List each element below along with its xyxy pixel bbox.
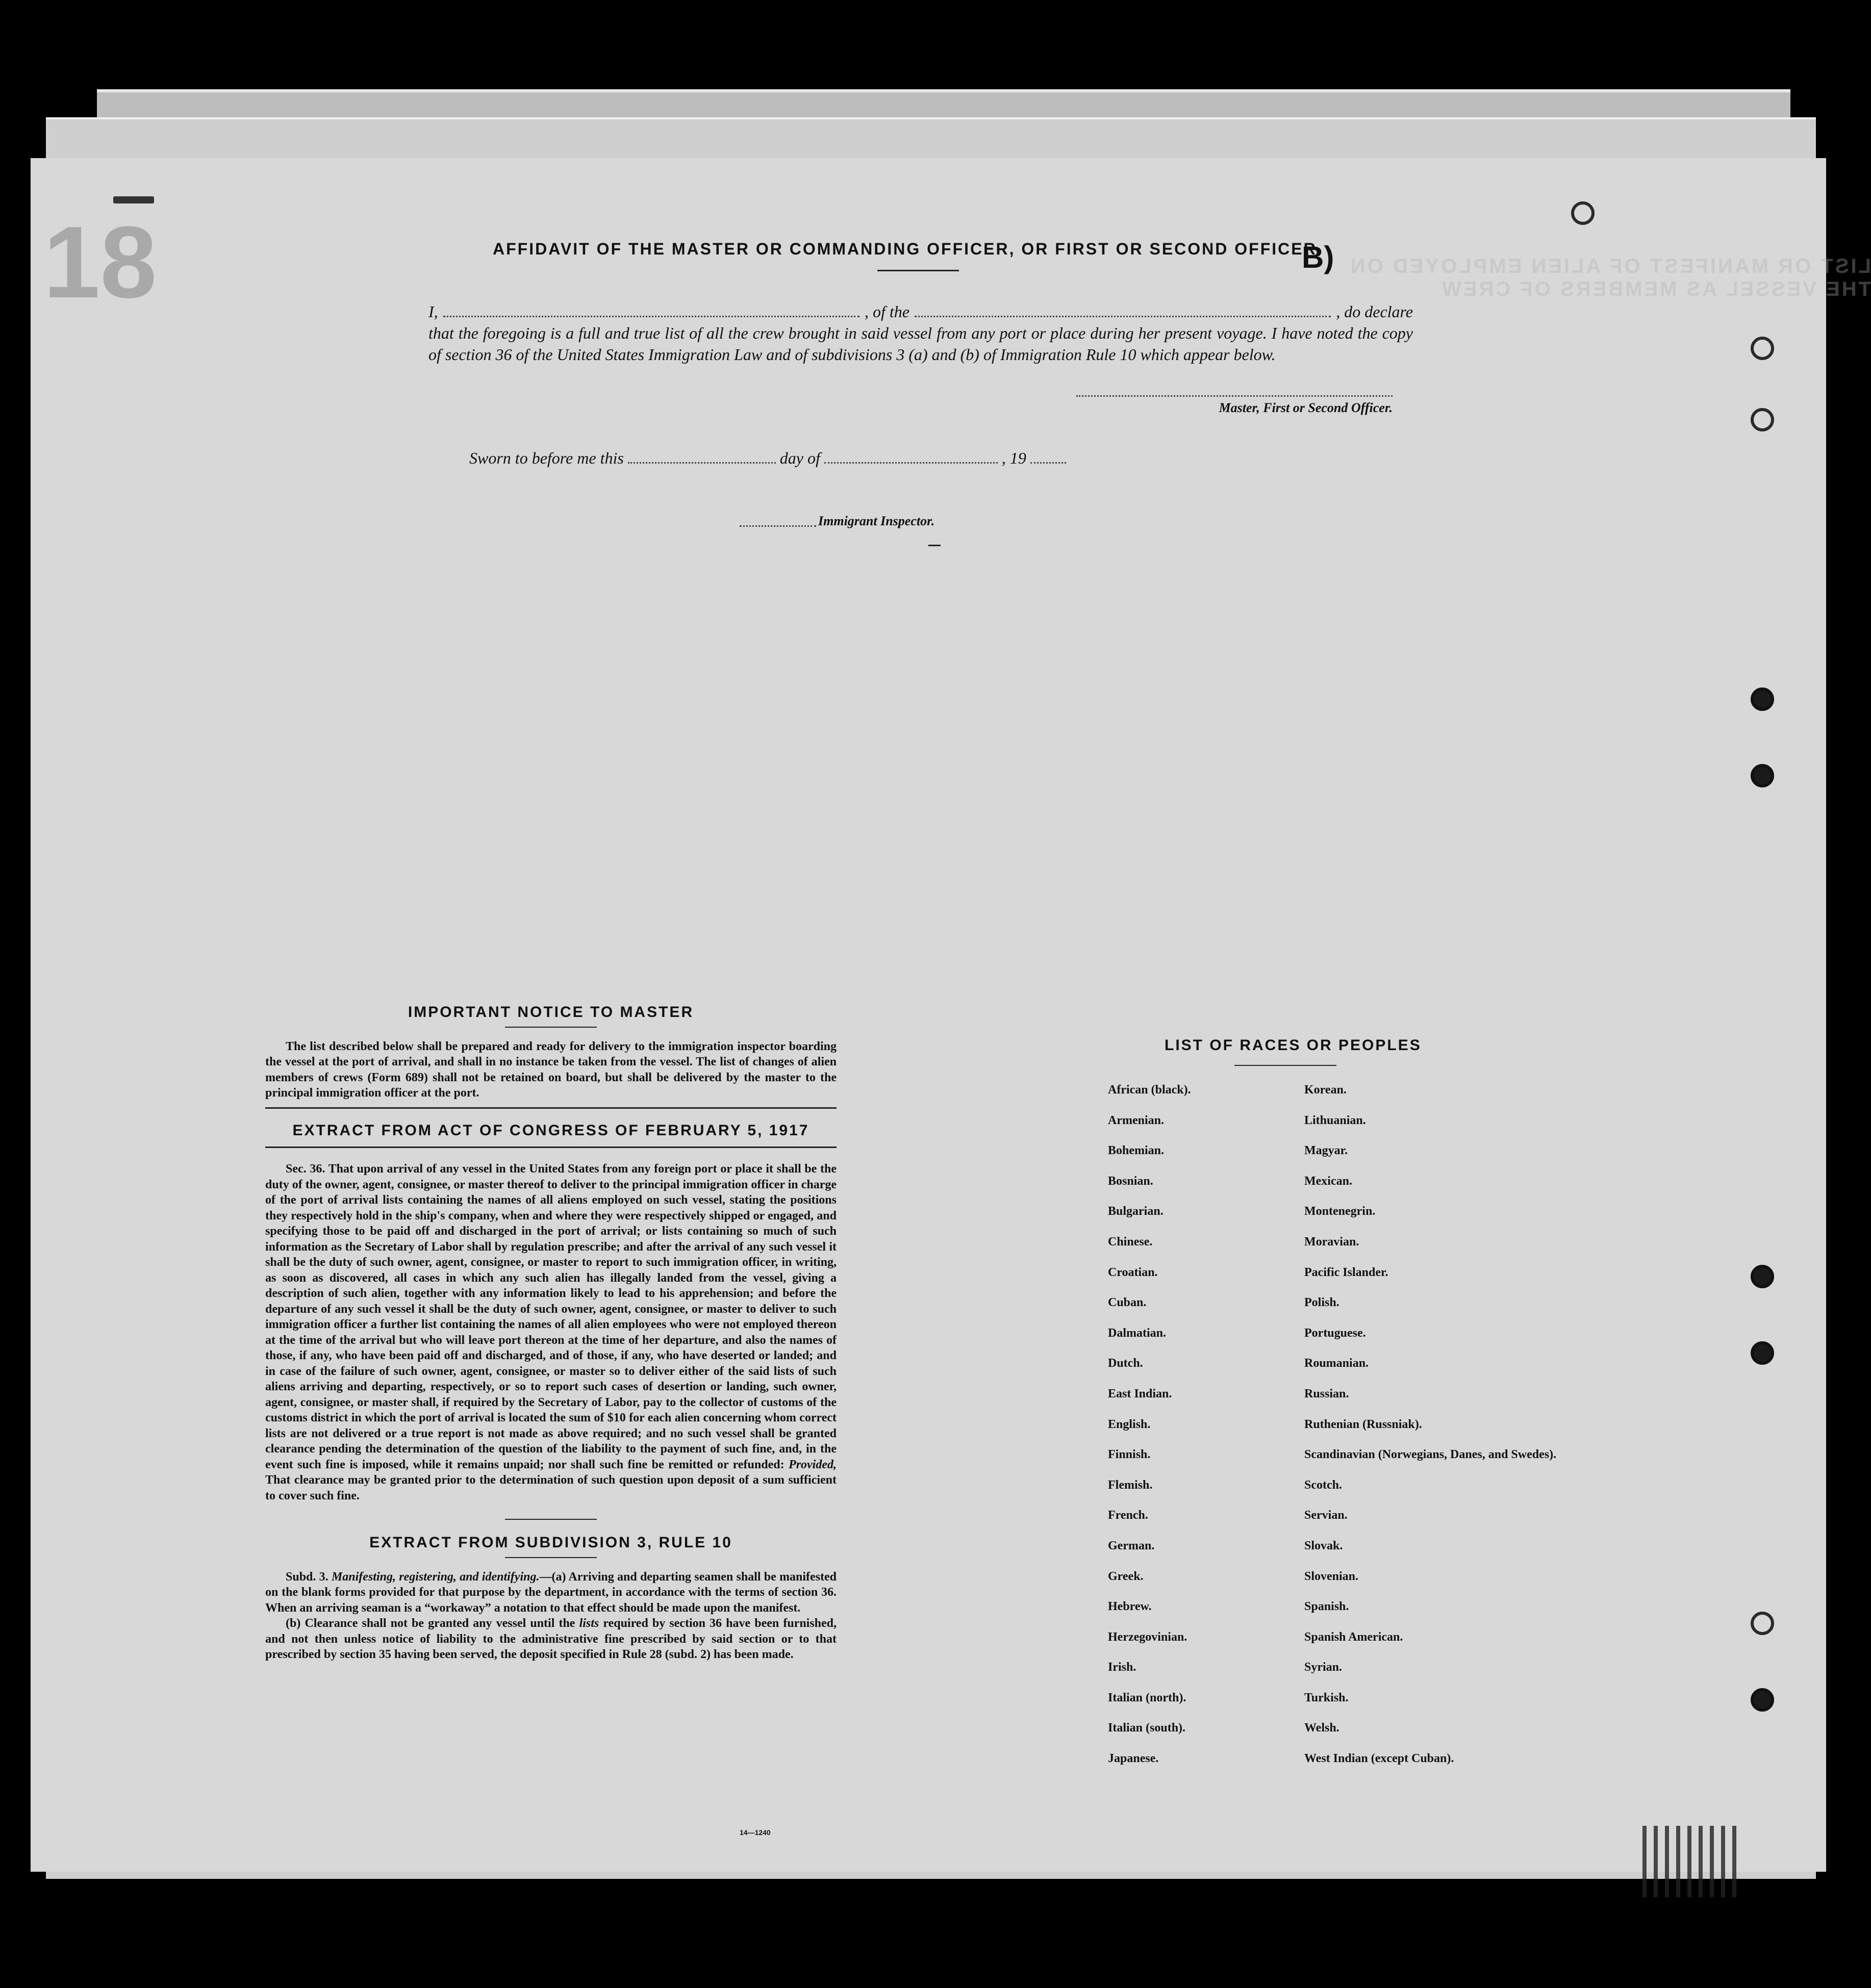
race-item: Bosnian. xyxy=(1108,1174,1153,1188)
race-item: Montenegrin. xyxy=(1304,1205,1376,1218)
race-item: Mexican. xyxy=(1304,1174,1352,1188)
para-b-start: Clearance shall not be granted any vessel until the xyxy=(305,1617,575,1630)
race-item: Bulgarian. xyxy=(1108,1205,1164,1218)
section-label: Sec. 36. xyxy=(286,1162,325,1176)
race-item: Irish. xyxy=(1108,1661,1136,1674)
race-item: Polish. xyxy=(1304,1296,1339,1310)
races-title: LIST OF RACES OR PEOPLES xyxy=(1165,1037,1422,1054)
subdivision-b xyxy=(265,1616,837,1663)
proviso-text: That clearance may be granted prior to the determination of such question upon deposit of a sum sufficient to cover such fine. xyxy=(265,1473,837,1502)
binder-hole xyxy=(1751,1265,1774,1288)
race-item: Flemish. xyxy=(1108,1478,1153,1492)
race-item: Italian (north). xyxy=(1108,1691,1186,1704)
binder-hole xyxy=(1751,408,1774,431)
race-item: English. xyxy=(1108,1417,1151,1431)
day-blank xyxy=(628,462,776,464)
race-item: Slovak. xyxy=(1304,1539,1343,1552)
race-item: West Indian (except Cuban). xyxy=(1304,1752,1454,1766)
declaration-mid: , of the xyxy=(864,302,909,321)
binder-hole xyxy=(1751,764,1774,787)
race-item: Pacific Islander. xyxy=(1304,1265,1388,1279)
race-item: Hebrew. xyxy=(1108,1600,1152,1614)
race-item: Croatian. xyxy=(1108,1265,1158,1279)
title-rule xyxy=(877,270,959,271)
declaration-end: , do declare xyxy=(1336,302,1413,321)
race-item: French. xyxy=(1108,1509,1148,1522)
sworn-year: , 19 xyxy=(1001,449,1026,467)
page-mark: B) xyxy=(1302,240,1334,274)
binder-hole xyxy=(1751,1612,1774,1635)
binder-hole xyxy=(1751,1688,1774,1712)
legal-notices-column xyxy=(265,1005,837,1663)
para-b-lists: lists xyxy=(579,1617,599,1630)
race-item: Roumanian. xyxy=(1304,1357,1369,1370)
race-item: Magyar. xyxy=(1304,1144,1348,1158)
sworn-start: Sworn to before me this xyxy=(469,449,624,467)
section-divider xyxy=(265,1107,837,1109)
race-item: Dalmatian. xyxy=(1108,1326,1166,1340)
race-item: Servian. xyxy=(1304,1509,1348,1522)
race-item: Scotch. xyxy=(1304,1478,1342,1492)
bleed-through-text: LIST OR MANIFEST OF ALIEN EMPLOYED ON THE VESSEL AS MEMBERS OF CREW xyxy=(1348,255,1871,300)
section-rule xyxy=(505,1519,597,1520)
vessel-blank xyxy=(915,301,1331,317)
inspector-label: Immigrant Inspector. xyxy=(818,514,935,528)
race-item: East Indian. xyxy=(1108,1387,1172,1400)
race-item: Welsh. xyxy=(1304,1721,1339,1735)
race-item: Scandinavian (Norwegians, Danes, and Swedes). xyxy=(1304,1448,1557,1462)
subdivision-heading: Manifesting, registering, and identifying. xyxy=(331,1570,540,1584)
subdivision-a xyxy=(265,1569,837,1616)
race-item: Armenian. xyxy=(1108,1113,1164,1127)
race-item: German. xyxy=(1108,1539,1155,1552)
section-rule xyxy=(505,1027,597,1028)
race-item: Cuban. xyxy=(1108,1296,1147,1310)
race-item: Ruthenian (Russniak). xyxy=(1304,1417,1422,1431)
affidavit-body xyxy=(428,301,1413,365)
extract-rule-title: EXTRACT FROM SUBDIVISION 3, RULE 10 xyxy=(369,1534,732,1551)
binder-hole xyxy=(1751,1341,1774,1365)
declaration-text: that the foregoing is a full and true list of all the crew brought in said vessel from any port or place during her present voyage. I have noted the copy of section 36 of the United States Immigration Law and of subdivisions 3 (a) and (b) of Immigration Rule 10 which appear below. xyxy=(428,324,1413,364)
race-item: Spanish American. xyxy=(1304,1630,1403,1644)
inspector-rule xyxy=(928,545,941,546)
sworn-day: day of xyxy=(779,449,820,467)
ink-smudge xyxy=(113,196,154,203)
signature-label: Master, First or Second Officer. xyxy=(1219,400,1393,415)
inspector-signature-line xyxy=(740,525,816,527)
notice-title: IMPORTANT NOTICE TO MASTER xyxy=(408,1004,694,1021)
race-item: Bohemian. xyxy=(1108,1144,1165,1158)
sworn-statement xyxy=(469,449,1070,468)
spacer xyxy=(265,1148,837,1161)
section-rule xyxy=(505,1557,597,1558)
race-item: Lithuanian. xyxy=(1304,1113,1366,1127)
races-list xyxy=(1108,1083,1577,1782)
race-item: Herzegovinian. xyxy=(1108,1630,1187,1644)
para-a-text: Arriving and departing seamen shall be manifested on the blank forms provided for that purpose by the department, in accordance with the terms of section 36. When an arriving seaman is a “workaway” a notation to that effect should be made upon the manifest. xyxy=(265,1570,837,1615)
race-item: Dutch. xyxy=(1108,1357,1143,1370)
declaration-start: I, xyxy=(428,302,438,321)
proviso-label: Provided, xyxy=(789,1458,837,1471)
para-a-label: —(a) xyxy=(539,1570,566,1584)
signature-line xyxy=(1076,395,1393,397)
notice-body: The list described below shall be prepared and ready for delivery to the immigration inspector boarding the vessel at the port of arrival, and shall in no instance be taken from the vessel. The list of changes of alien members of crews (Form 689) shall not be retained on board, but shall be delivered by the master to the principal immigration officer at the port. xyxy=(265,1039,837,1100)
race-item: Moravian. xyxy=(1304,1235,1359,1248)
race-item: Greek. xyxy=(1108,1569,1144,1583)
handwritten-marks xyxy=(1642,1826,1739,1897)
race-item: Chinese. xyxy=(1108,1235,1153,1248)
month-blank xyxy=(824,462,998,464)
race-item: Spanish. xyxy=(1304,1600,1349,1614)
section-text: That upon arrival of any vessel in the United States from any foreign port or place it shall be the duty of the owner, agent, consignee, or master thereof to deliver to the principal immigration officer in charge of the port of arrival lists containing the names of all aliens employed on such vessel, stating the positions they respectively hold in the ship's company, when and where they were respectively shipped or engaged, and specifying those to be paid off and discharged in the port of arrival; or lists containing so much of such information as the Secretary of Labor shall by regulation prescribe; and after the arrival of any such vessel it shall be the duty of such owner, agent, consignee, or master to report to such immigration officer, in writing, as soon as discovered, all cases in which any such alien has illegally landed from the vessel, giving a description of such alien, together with any information likely to lead to his apprehension; and before the departure of any such vessel it shall be the duty of such owner, agent, consignee, or master to deliver to such immigration officer a further list containing the names of all alien employees who were not employed thereon at the time of the arrival but who will leave port thereon at the time of her departure, and also the names of those, if any, who have been paid off and discharged, and of those, if any, who have deserted or landed; and in case of the failure of such owner, agent, consignee, or master so to deliver either of the said lists of such aliens arriving and departing, respectively, or so to report such cases of desertion or landing, such owner, agent, consignee, or master shall, if required by the Secretary of Labor, pay to the collector of customs of the customs district in which the port of arrival is located the sum of $10 for each alien concerning whom correct lists are not delivered or a true report is not made as above required; and no such vessel shall be granted clearance pending the determination of the question of the liability to the payment of such fine, and, in the event such fine is imposed, while it remains unpaid; nor shall such fine be remitted or refunded: xyxy=(265,1162,837,1471)
race-item: Portuguese. xyxy=(1304,1326,1366,1340)
extract-act-title: EXTRACT FROM ACT OF CONGRESS OF FEBRUARY 5, 1917 xyxy=(292,1122,810,1139)
declaration-line xyxy=(428,301,1413,322)
races-rule xyxy=(1234,1065,1336,1066)
name-blank xyxy=(443,301,859,317)
subdivision-label: Subd. 3. xyxy=(286,1570,328,1584)
sheet-number: 18 xyxy=(43,206,157,319)
race-item: Finnish. xyxy=(1108,1448,1151,1462)
race-item: Russian. xyxy=(1304,1387,1349,1400)
para-b-end: required by section 36 have been furnished, and not then unless notice of liability to the administrative fine prescribed by said section or to that prescribed by section 35 having been served, the deposit specified in Rule 28 (subd. 2) has been made. xyxy=(265,1617,837,1661)
para-b-label: (b) xyxy=(286,1617,301,1630)
year-blank xyxy=(1030,462,1066,464)
affidavit-title: AFFIDAVIT OF THE MASTER OR COMMANDING OFFICER, OR FIRST OR SECOND OFFICER xyxy=(493,240,1317,258)
race-item: African (black). xyxy=(1108,1083,1191,1097)
form-number: 14—1240 xyxy=(740,1828,771,1837)
race-item: Slovenian. xyxy=(1304,1569,1359,1583)
race-item: Syrian. xyxy=(1304,1661,1343,1674)
binder-hole xyxy=(1751,687,1774,711)
race-item: Japanese. xyxy=(1108,1752,1159,1766)
race-item: Turkish. xyxy=(1304,1691,1349,1704)
race-item: Korean. xyxy=(1304,1083,1347,1097)
binder-hole xyxy=(1751,337,1774,360)
binder-hole xyxy=(1571,201,1595,225)
extract-act-body xyxy=(265,1161,837,1503)
race-item: Italian (south). xyxy=(1108,1721,1186,1735)
